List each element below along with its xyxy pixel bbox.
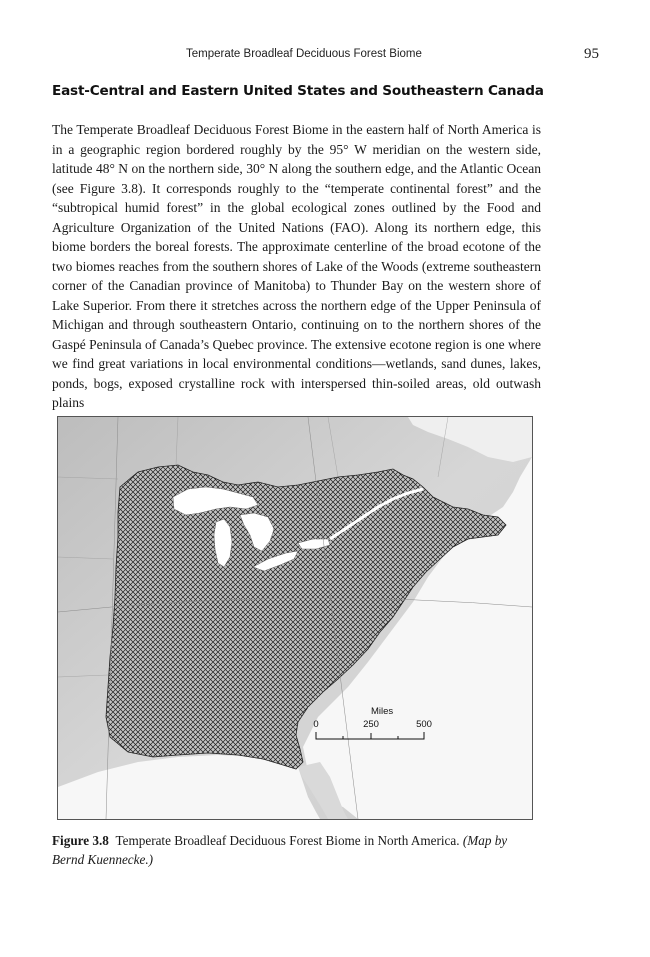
running-title: Temperate Broadleaf Deciduous Forest Biome xyxy=(186,48,422,60)
biome-map-figure xyxy=(57,416,533,820)
body-paragraph: The Temperate Broadleaf Deciduous Forest Biome in the eastern half of North America is in a geographic region bordered roughly by the 95° W meridian on the western side, latitude 48° N on the northern side, 30° N along the southern edge, and the Atlantic Ocean (see Figure 3.8). It corresponds roughly to the “temperate continental forest” and the “subtropical humid forest” in the global ecological zones outlined by the Food and Agriculture Organization of the United Nations (FAO). Along its northern edge, this biome borders the boreal forests. The approximate centerline of the broad ecotone of the two biomes reaches from the southern shores of Lake of the Woods (extreme southeastern corner of the Canadian province of Manitoba) to Thunder Bay on the western shore of Lake Superior. From there it stretches across the northern edge of the Upper Peninsula of Michigan and through southeastern Ontario, continuing on to the northern shores of the Gaspé Peninsula of Canada’s Quebec province. The extensive ecotone region is one where we find great variations in local environmental conditions—wetlands, sand dunes, lakes, ponds, bogs, exposed crystalline rock with interspersed thin-soiled areas, old outwash plains xyxy=(52,122,541,410)
caption-text: Temperate Broadleaf Deciduous Forest Biome in North America. xyxy=(115,833,460,848)
scale-tick-500: 500 xyxy=(416,719,432,730)
page-number: 95 xyxy=(584,46,599,62)
scale-unit-label: Miles xyxy=(371,706,394,717)
caption-label: Figure 3.8 xyxy=(52,833,109,848)
scale-tick-0: 0 xyxy=(313,719,319,730)
running-head xyxy=(0,48,650,66)
figure-caption xyxy=(52,831,542,869)
caption-credit: (Map by Bernd Kuennecke.) xyxy=(52,833,508,867)
biome-map xyxy=(58,417,532,819)
section-heading: East-Central and Eastern United States and Southeastern Canada xyxy=(52,83,544,99)
scale-tick-250: 250 xyxy=(363,719,379,730)
